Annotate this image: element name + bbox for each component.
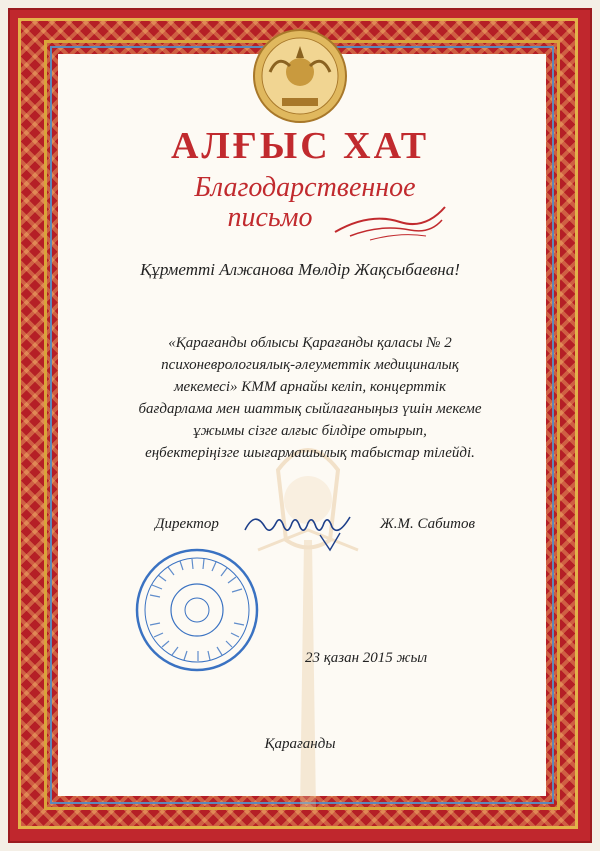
title-kazakh: АЛҒЫС ХАТ [170, 125, 430, 167]
title-russian-line1: Благодарственное [194, 172, 416, 203]
greeting-line: Құрметті Алжанова Мөлдір Жақсыбаевна! [140, 260, 460, 279]
body-line: психоневрологиялық-әлеуметтік медициналық [161, 357, 459, 373]
body-line: бағдарлама мен шаттық сыйлағаныңыз үшін мекеме [138, 401, 482, 417]
title-russian-line2: письмо [227, 202, 313, 233]
issue-city: Қарағанды [264, 736, 336, 752]
signer-role: Директор [155, 516, 219, 532]
body-line: «Қарағанды облысы Қарағанды қаласы № 2 [168, 335, 452, 351]
issue-date: 23 қазан 2015 жыл [305, 650, 428, 666]
letter-body [110, 332, 510, 464]
body-line: еңбектеріңізге шығармашылық табыстар тілейді. [145, 445, 475, 461]
state-emblem-icon [250, 26, 350, 126]
body-line: ұжымы сізге алғыс білдіре отырып, [193, 423, 427, 439]
official-stamp-icon [132, 545, 262, 675]
signer-name: Ж.М. Сабитов [380, 516, 475, 532]
body-line: мекемесі» КММ арнайы келіп, концерттік [173, 379, 447, 395]
flourish-ornament-icon [330, 202, 450, 242]
